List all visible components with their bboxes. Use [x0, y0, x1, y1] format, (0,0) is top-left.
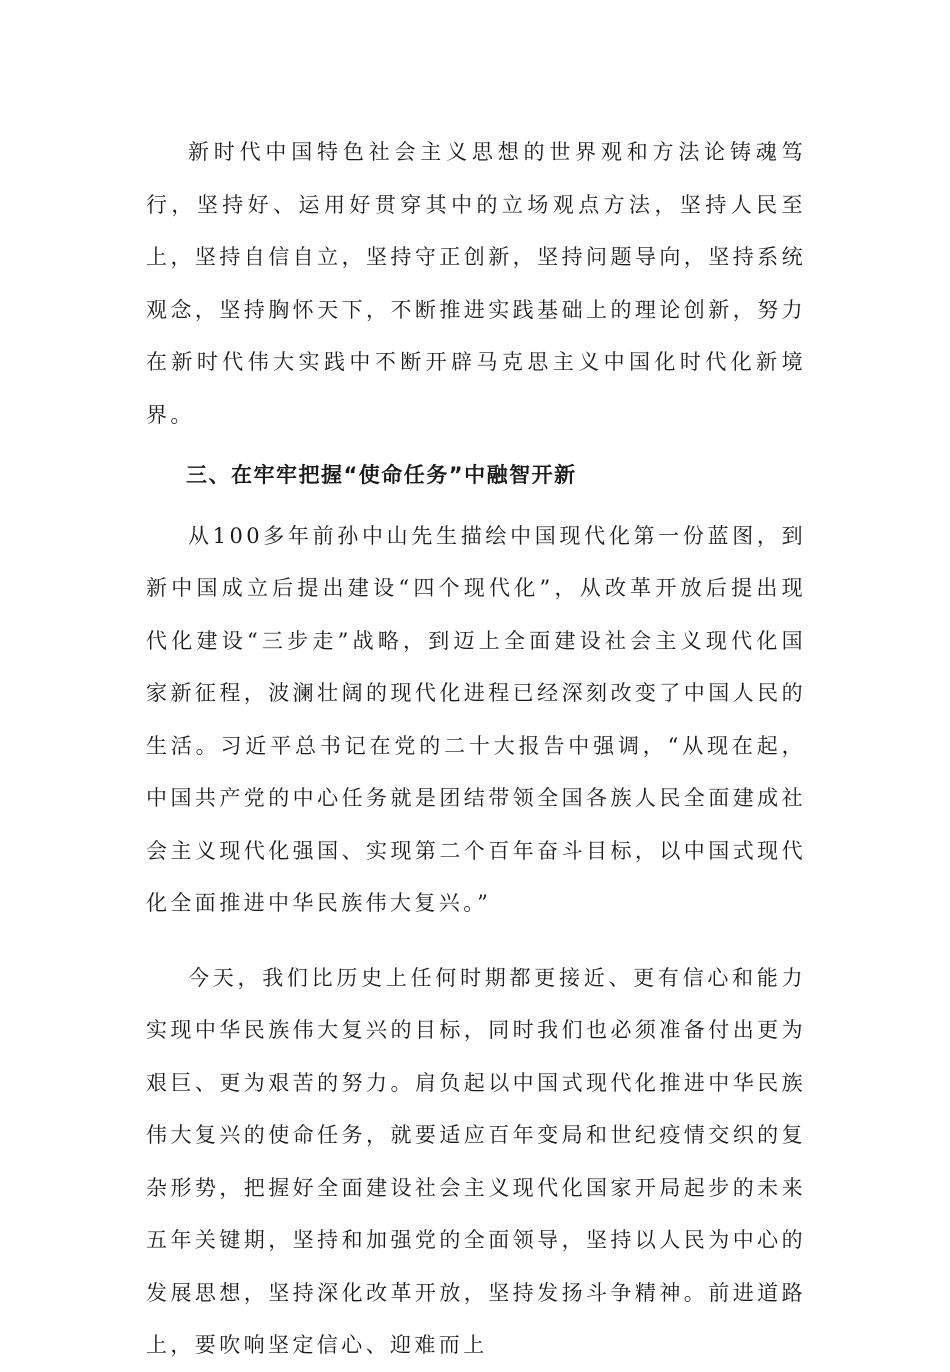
paragraph-1: 新时代中国特色社会主义思想的世界观和方法论铸魂笃行，坚持好、运用好贯穿其中的立场观点方法，坚持人民至上，坚持自信自立，坚持守正创新，坚持问题导向，坚持系统观念，坚持胸怀天下，不断推进实践基础上的理论创新，努力在新时代伟大实践中不断开辟马克思主义中国化时代化新境界。: [146, 140, 806, 427]
document-body: [146, 126, 806, 1372]
paragraph-3: 今天，我们比历史上任何时期都更接近、更有信心和能力实现中华民族伟大复兴的目标，同时我们也必须准备付出更为艰巨、更为艰苦的努力。肩负起以中国式现代化推进中华民族伟大复兴的使命任务，就要适应百年变局和世纪疫情交织的复杂形势，把握好全面建设社会主义现代化国家开局起步的未来五年关键期，坚持和加强党的全面领导，坚持以人民为中心的发展思想，坚持深化改革开放，坚持发扬斗争精神。前进道路上，要吹响坚定信心、迎难而上: [146, 965, 806, 1357]
paragraph-gap: [146, 930, 806, 952]
section-heading: 三、在牢牢把握“使命任务”中融智开新: [186, 463, 577, 487]
paragraph-2: 从100多年前孙中山先生描绘中国现代化第一份蓝图，到新中国成立后提出建设“四个现代化”，从改革开放后提出现代化建设“三步走”战略，到迈上全面建设社会主义现代化国家新征程，波澜壮阔的现代化进程已经深刻改变了中国人民的生活。习近平总书记在党的二十大报告中强调，“从现在起，中国共产党的中心任务就是团结带领全国各族人民全面建成社会主义现代化强国、实现第二个百年奋斗目标，以中国式现代化全面推进中华民族伟大复兴。”: [146, 523, 806, 915]
